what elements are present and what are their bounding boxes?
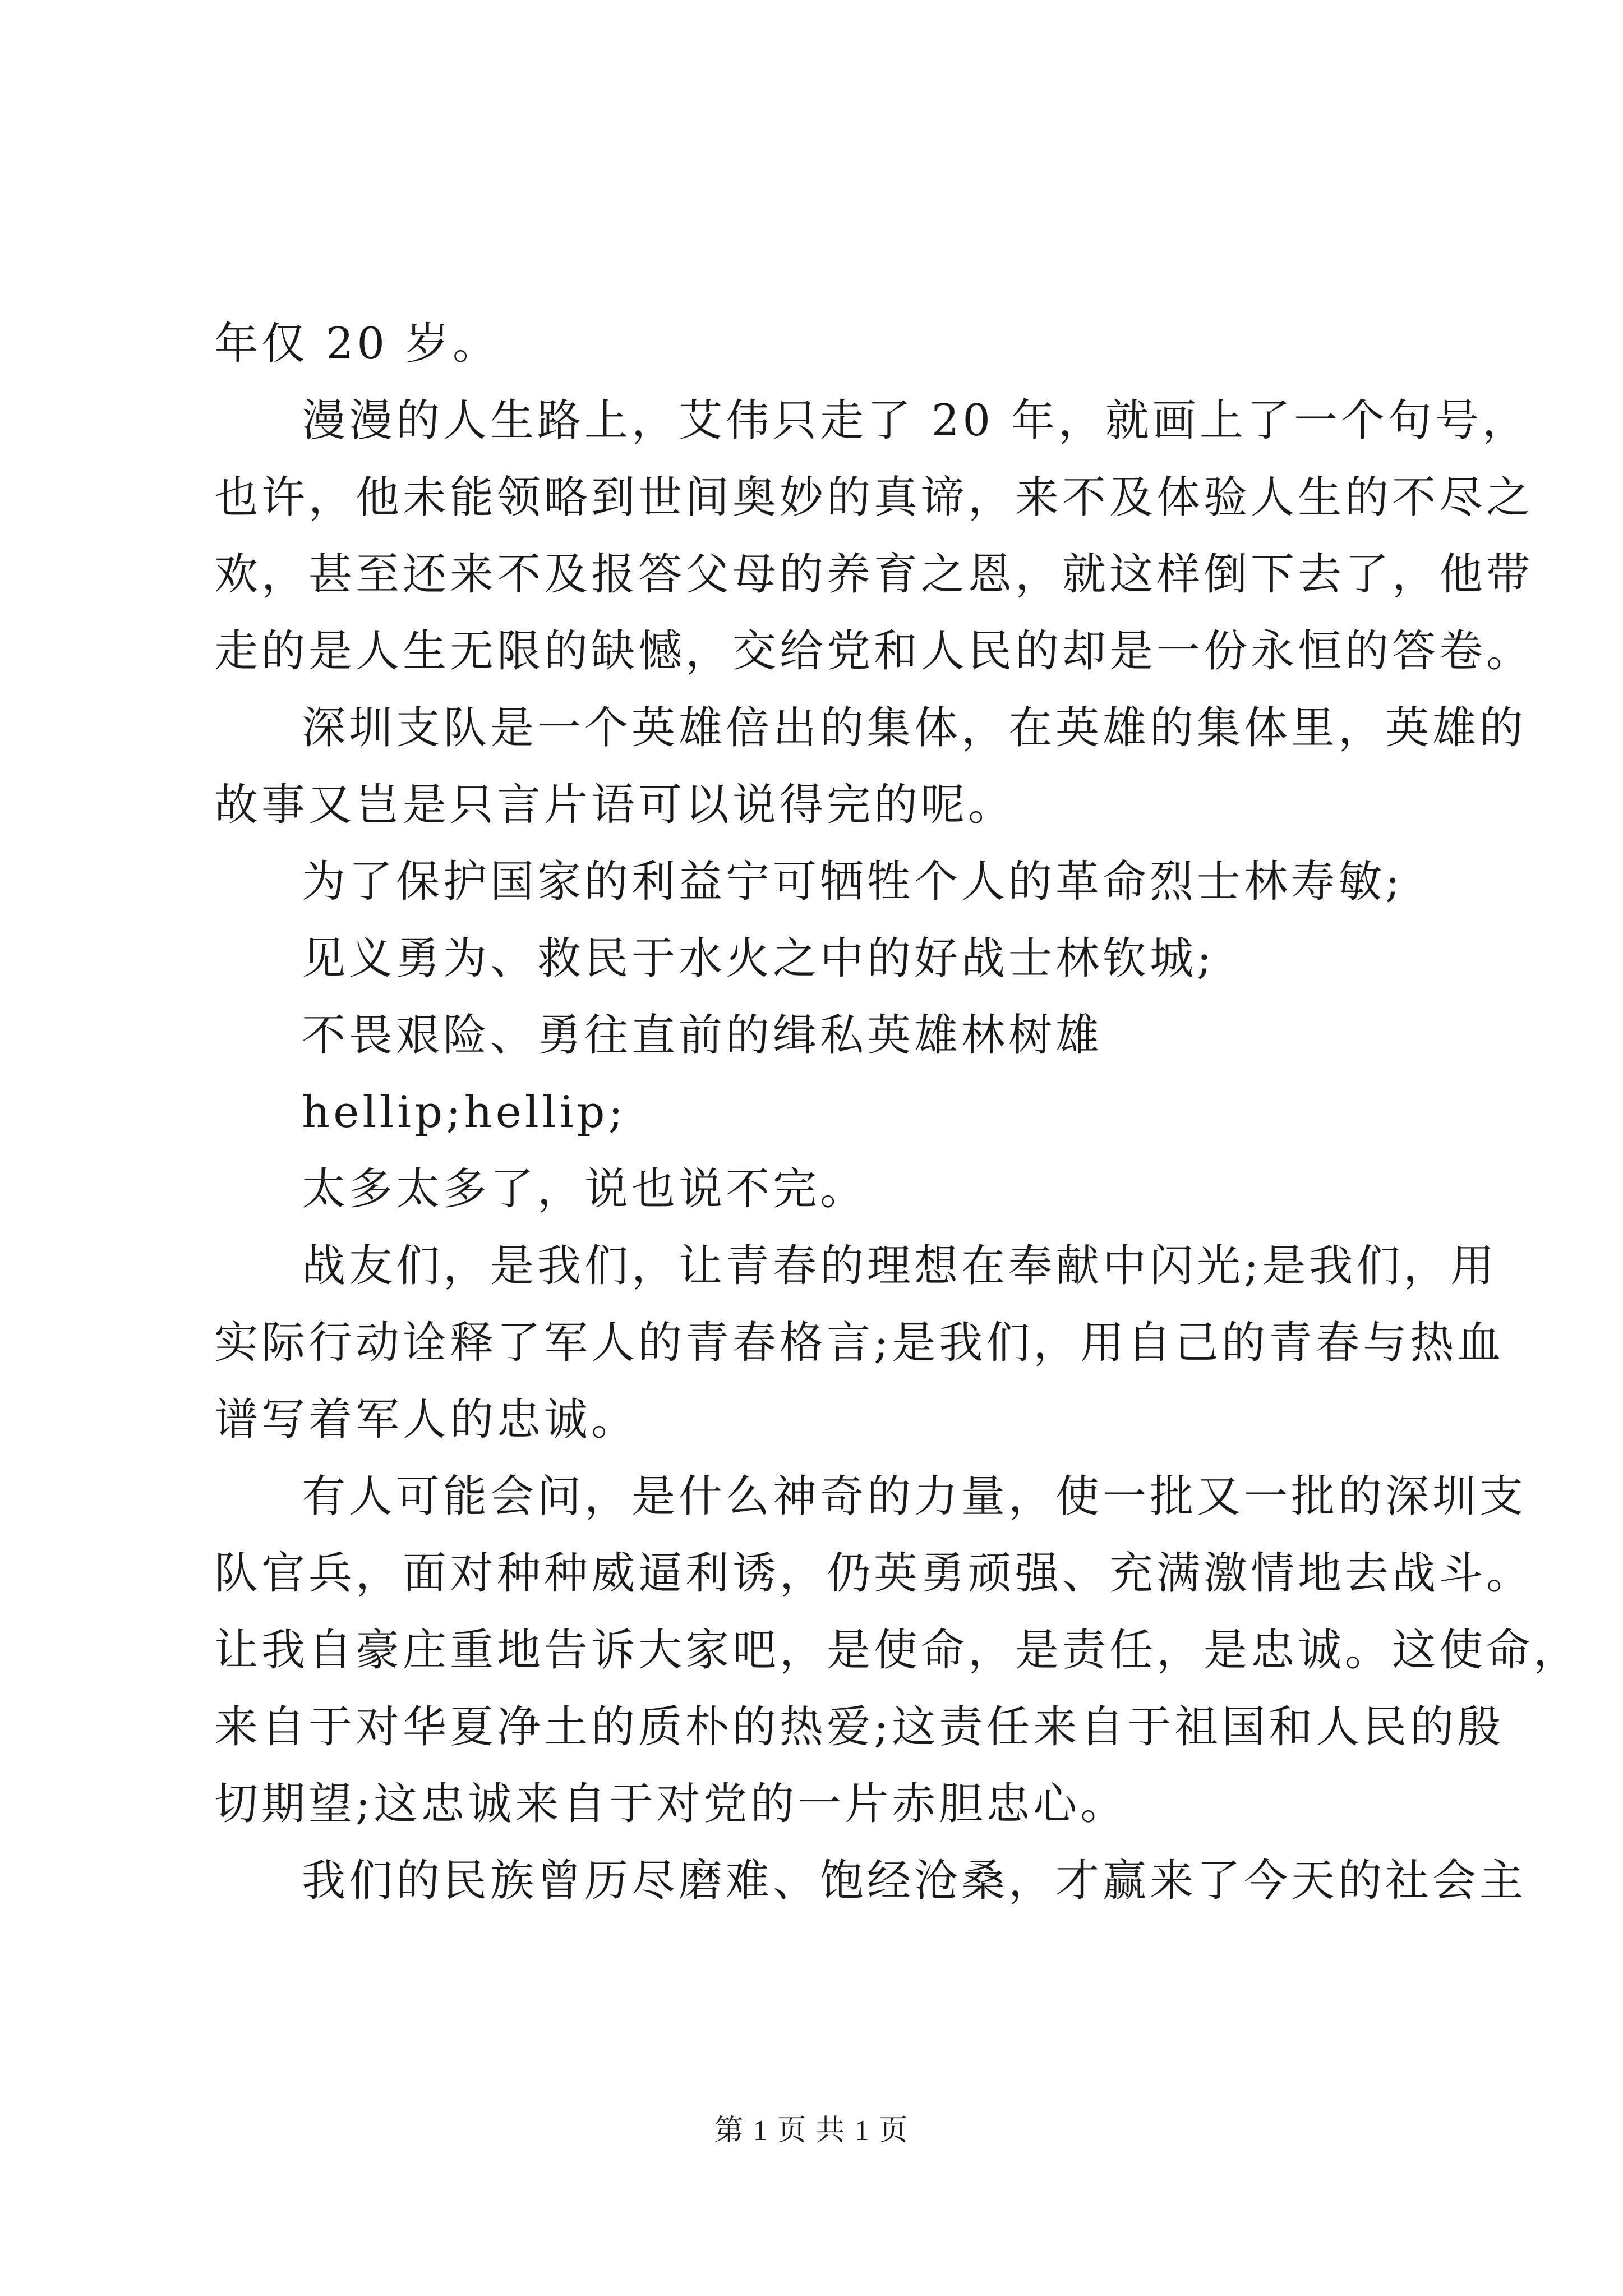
paragraph: [214, 1458, 1581, 1843]
paragraph: [214, 306, 1431, 383]
paragraph: [214, 1074, 1431, 1151]
text-line: 欢，甚至还来不及报答父母的养育之恩，就这样倒下去了，他带: [214, 549, 1534, 600]
text-line: 队官兵，面对种种威逼利诱，仍英勇顽强、充满激情地去战斗。: [214, 1548, 1534, 1599]
text-line: 深圳支队是一个英雄倍出的集体，在英雄的集体里，英雄的: [302, 703, 1527, 753]
paragraph: [214, 921, 1431, 997]
paragraph: [214, 1151, 1431, 1228]
text-line: 来自于对华夏净土的质朴的热爱;这责任来自于祖国和人民的殷: [214, 1702, 1505, 1752]
document-body: [214, 306, 1581, 1920]
text-line: 为了保护国家的利益宁可牺牲个人的革命烈士林寿敏;: [302, 857, 1404, 907]
paragraph: [214, 997, 1431, 1074]
text-line: 切期望;这忠诚来自于对党的一片赤胆忠心。: [214, 1779, 1128, 1829]
text-line: 战友们，是我们，让青春的理想在奉献中闪光;是我们，用: [302, 1241, 1498, 1291]
text-line: 也许，他未能领略到世间奥妙的真谛，来不及体验人生的不尽之: [214, 472, 1534, 523]
text-line: 年仅 20 岁。: [214, 319, 500, 369]
text-line: 实际行动诠释了军人的青春格言;是我们，用自己的青春与热血: [214, 1318, 1505, 1368]
text-line: 谱写着军人的忠诚。: [214, 1395, 639, 1445]
page-footer: 第 1 页 共 1 页: [714, 2115, 909, 2147]
paragraph: [214, 690, 1527, 844]
paragraph: [214, 1228, 1505, 1458]
text-line: 故事又岂是只言片语可以说得完的呢。: [214, 780, 1016, 830]
text-line: 太多太多了，说也说不完。: [302, 1164, 868, 1214]
text-line: 我们的民族曾历尽磨难、饱经沧桑，才赢来了今天的社会主: [302, 1856, 1527, 1906]
paragraph: [214, 844, 1431, 921]
text-line: 见义勇为、救民于水火之中的好战士林钦城;: [302, 933, 1215, 984]
text-line: 让我自豪庄重地告诉大家吧，是使命，是责任，是忠诚。这使命，: [214, 1625, 1581, 1676]
paragraph: [214, 1843, 1527, 1920]
paragraph: [214, 383, 1534, 690]
text-line: 漫漫的人生路上，艾伟只走了 20 年，就画上了一个句号，: [302, 395, 1529, 446]
text-line: hellip;hellip;: [302, 1087, 626, 1138]
text-line: 有人可能会问，是什么神奇的力量，使一批又一批的深圳支: [302, 1471, 1527, 1522]
text-line: 不畏艰险、勇往直前的缉私英雄林树雄: [302, 1010, 1103, 1061]
text-line: 走的是人生无限的缺憾，交给党和人民的却是一份永恒的答卷。: [214, 626, 1534, 677]
